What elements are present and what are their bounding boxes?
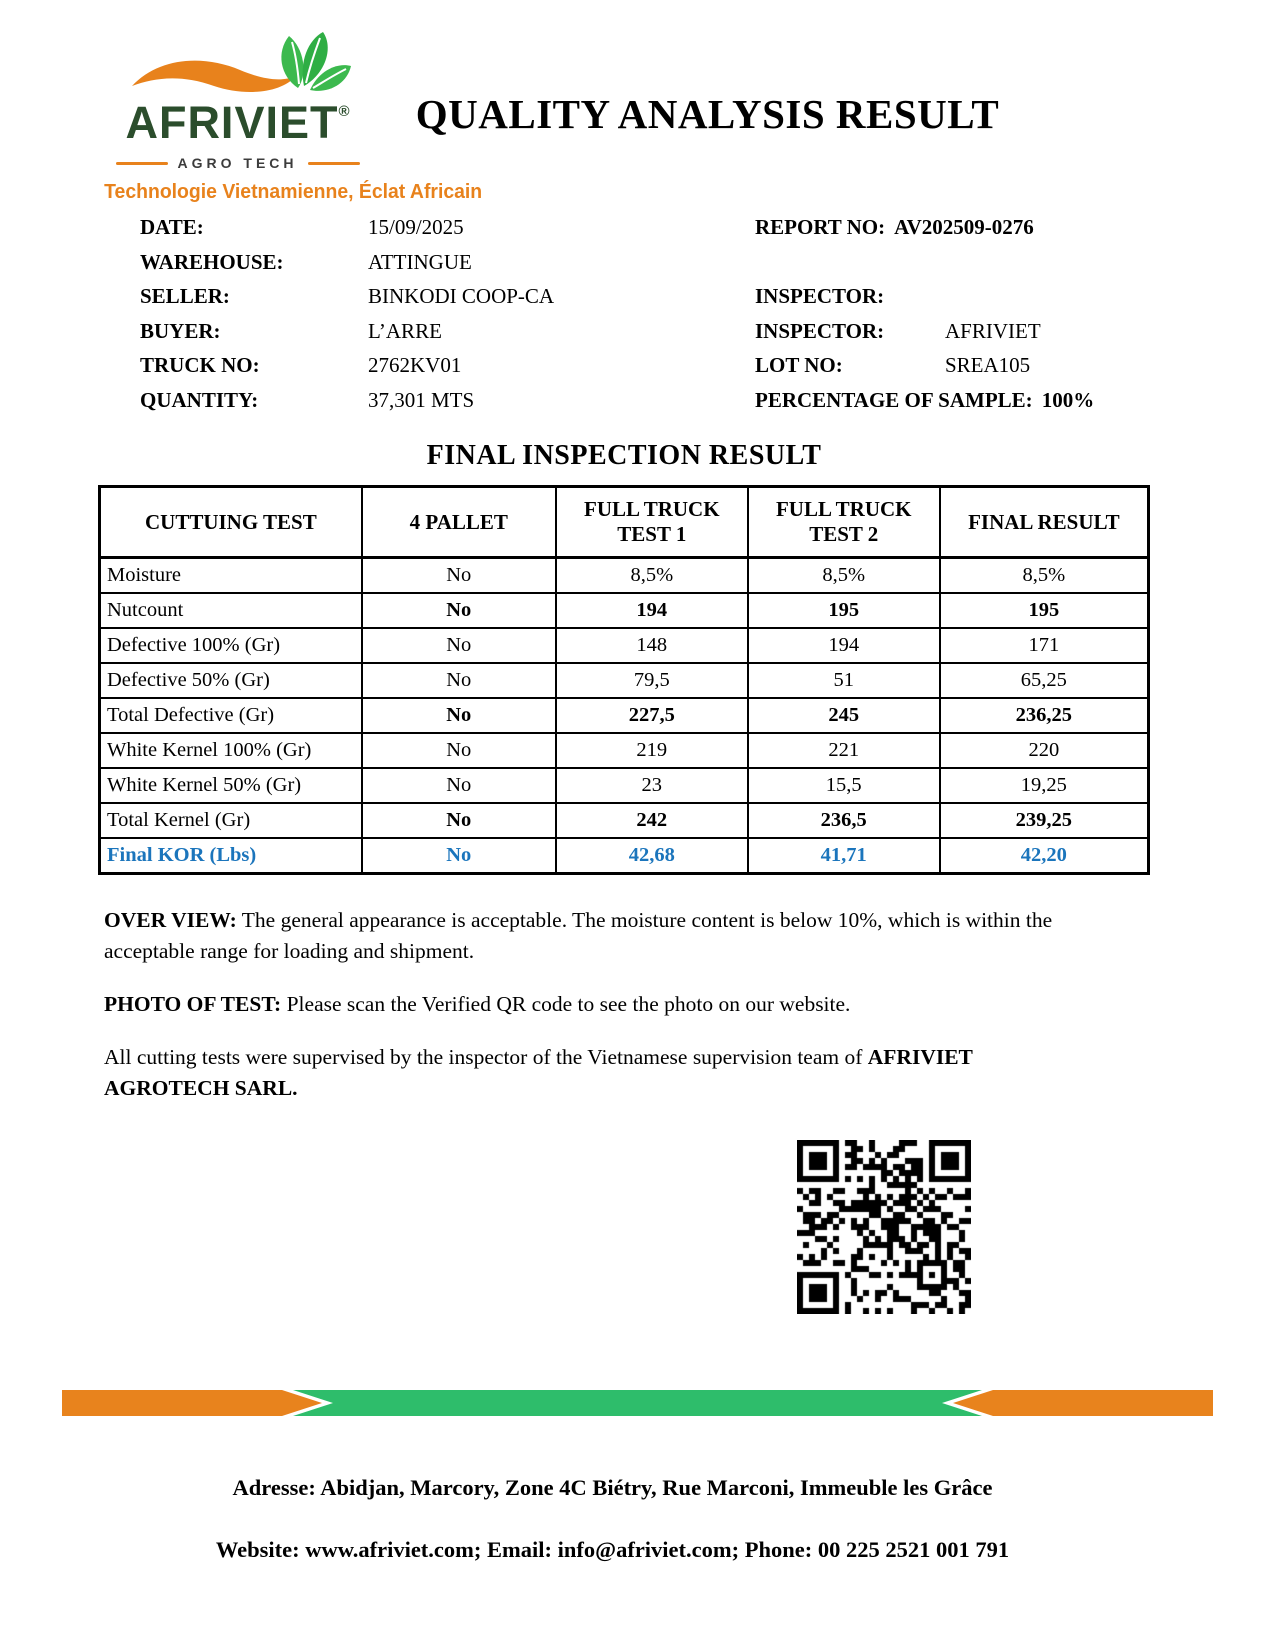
row-value: No	[362, 838, 556, 874]
table-column-header: FINAL RESULT	[940, 487, 1149, 558]
row-value: No	[362, 628, 556, 663]
supervision-paragraph	[104, 1042, 1089, 1104]
row-label: Total Kernel (Gr)	[100, 803, 362, 838]
row-value: 194	[748, 628, 940, 663]
metadata-value: BINKODI COOP-CA	[368, 284, 555, 308]
table-row	[100, 803, 1149, 838]
row-value: 195	[748, 593, 940, 628]
row-value: 171	[940, 628, 1149, 663]
metadata-value: SREA105	[945, 353, 1031, 377]
table-row	[100, 838, 1149, 874]
supervision-text: All cutting tests were supervised by the inspector of the Vietnamese supervision team of	[104, 1045, 868, 1069]
metadata-value: AV202509-0276	[894, 215, 1034, 239]
row-value: 41,71	[748, 838, 940, 874]
row-value: 242	[556, 803, 748, 838]
table-row	[100, 733, 1149, 768]
row-label: Nutcount	[100, 593, 362, 628]
report-notes	[104, 905, 1089, 1126]
metadata-row	[755, 215, 1094, 250]
sub-brand: AGRO TECH	[177, 155, 298, 171]
row-label: Moisture	[100, 558, 362, 594]
metadata-row	[140, 319, 554, 354]
row-value: 221	[748, 733, 940, 768]
row-value: 239,25	[940, 803, 1149, 838]
table-row	[100, 628, 1149, 663]
row-value: 42,68	[556, 838, 748, 874]
row-value: No	[362, 733, 556, 768]
metadata-value: 15/09/2025	[368, 215, 464, 239]
overview-label: OVER VIEW:	[104, 908, 237, 932]
metadata-label: INSPECTOR:	[755, 284, 885, 308]
row-label: Final KOR (Lbs)	[100, 838, 362, 874]
metadata-row	[755, 388, 1094, 423]
table-column-header: 4 PALLET	[362, 487, 556, 558]
agro-dash-left	[116, 162, 168, 165]
row-value: 236,25	[940, 698, 1149, 733]
qr-code	[797, 1140, 971, 1314]
ribbon-orange-left	[62, 1390, 322, 1416]
row-value: No	[362, 803, 556, 838]
metadata-label: INSPECTOR:	[755, 318, 885, 343]
metadata-value: 100%	[1041, 387, 1095, 412]
agro-dash-right	[308, 162, 360, 165]
metadata-row	[755, 319, 1094, 354]
metadata-row	[140, 250, 554, 285]
row-value: 245	[748, 698, 940, 733]
row-value: 79,5	[556, 663, 748, 698]
metadata-value: AFRIVIET	[945, 318, 1041, 343]
metadata-label: DATE:	[140, 215, 204, 239]
metadata-left-column	[140, 215, 554, 422]
row-value: 148	[556, 628, 748, 663]
row-value: No	[362, 558, 556, 594]
metadata-row	[140, 284, 554, 319]
registered-mark: ®	[338, 103, 350, 120]
table-column-header: FULL TRUCK TEST 1	[556, 487, 748, 558]
row-value: 8,5%	[940, 558, 1149, 594]
row-value: No	[362, 663, 556, 698]
row-value: 15,5	[748, 768, 940, 803]
row-value: No	[362, 768, 556, 803]
metadata-row	[140, 353, 554, 388]
metadata-label: BUYER:	[140, 318, 221, 343]
row-value: No	[362, 698, 556, 733]
table-row	[100, 593, 1149, 628]
row-value: 220	[940, 733, 1149, 768]
row-value: 8,5%	[748, 558, 940, 594]
photo-of-test-paragraph	[104, 989, 1089, 1020]
overview-text: The general appearance is acceptable. The moisture content is below 10%, which is within the acceptable range for loading and shipment.	[104, 908, 1053, 963]
overview-paragraph	[104, 905, 1089, 967]
flag-ribbon	[62, 1390, 1213, 1416]
row-value: 23	[556, 768, 748, 803]
photo-text: Please scan the Verified QR code to see the photo on our website.	[281, 992, 851, 1016]
metadata-row	[755, 353, 1094, 388]
ribbon-orange-right	[953, 1390, 1213, 1416]
ribbon-green-center	[293, 1390, 982, 1416]
row-value: No	[362, 593, 556, 628]
table-row	[100, 698, 1149, 733]
row-label: White Kernel 50% (Gr)	[100, 768, 362, 803]
section-title: FINAL INSPECTION RESULT	[426, 440, 822, 471]
metadata-label: LOT NO:	[755, 353, 843, 377]
metadata-right-column	[755, 215, 1094, 422]
row-value: 8,5%	[556, 558, 748, 594]
metadata-label: REPORT NO:	[755, 215, 886, 239]
row-value: 51	[748, 663, 940, 698]
metadata-value: 37,301 MTS	[368, 387, 475, 412]
metadata-value: L’ARRE	[368, 318, 442, 343]
metadata-label: SELLER:	[140, 284, 230, 308]
metadata-label: PERCENTAGE OF SAMPLE:	[755, 387, 1033, 412]
row-value: 194	[556, 593, 748, 628]
table-row	[100, 768, 1149, 803]
photo-label: PHOTO OF TEST:	[104, 992, 282, 1016]
results-table	[98, 485, 1150, 875]
footer-contact: Website: www.afriviet.com; Email: info@afriviet.com; Phone: 00 225 2521 001 791	[215, 1537, 1010, 1562]
row-label: Defective 50% (Gr)	[100, 663, 362, 698]
row-value: 227,5	[556, 698, 748, 733]
table-header-row	[100, 487, 1149, 558]
supervision-company: AFRIVIET AGROTECH SARL.	[104, 1045, 973, 1100]
metadata-value: 2762KV01	[368, 353, 462, 377]
metadata-row	[140, 215, 554, 250]
row-value: 65,25	[940, 663, 1149, 698]
metadata-value: ATTINGUE	[368, 249, 472, 274]
metadata-label: WAREHOUSE:	[140, 249, 284, 274]
metadata-row	[140, 388, 554, 423]
metadata-label: QUANTITY:	[140, 387, 259, 412]
row-label: Defective 100% (Gr)	[100, 628, 362, 663]
footer-address: Adresse: Abidjan, Marcory, Zone 4C Biétry, Rue Marconi, Immeuble les Grâce	[232, 1475, 993, 1500]
row-value: 219	[556, 733, 748, 768]
row-label: Total Defective (Gr)	[100, 698, 362, 733]
table-row	[100, 663, 1149, 698]
row-value: 19,25	[940, 768, 1149, 803]
table-column-header: FULL TRUCK TEST 2	[748, 487, 940, 558]
brand-name: AFRIVIET	[125, 97, 339, 148]
brand-tagline: Technologie Vietnamienne, Éclat Africain	[104, 181, 483, 203]
metadata-row	[755, 250, 1094, 285]
table-column-header: CUTTUING TEST	[100, 487, 362, 558]
metadata-row	[755, 284, 1094, 319]
page-title: QUALITY ANALYSIS RESULT	[415, 91, 1000, 137]
metadata-label: TRUCK NO:	[140, 353, 260, 377]
row-label: White Kernel 100% (Gr)	[100, 733, 362, 768]
row-value: 236,5	[748, 803, 940, 838]
row-value: 195	[940, 593, 1149, 628]
table-row	[100, 558, 1149, 594]
row-value: 42,20	[940, 838, 1149, 874]
